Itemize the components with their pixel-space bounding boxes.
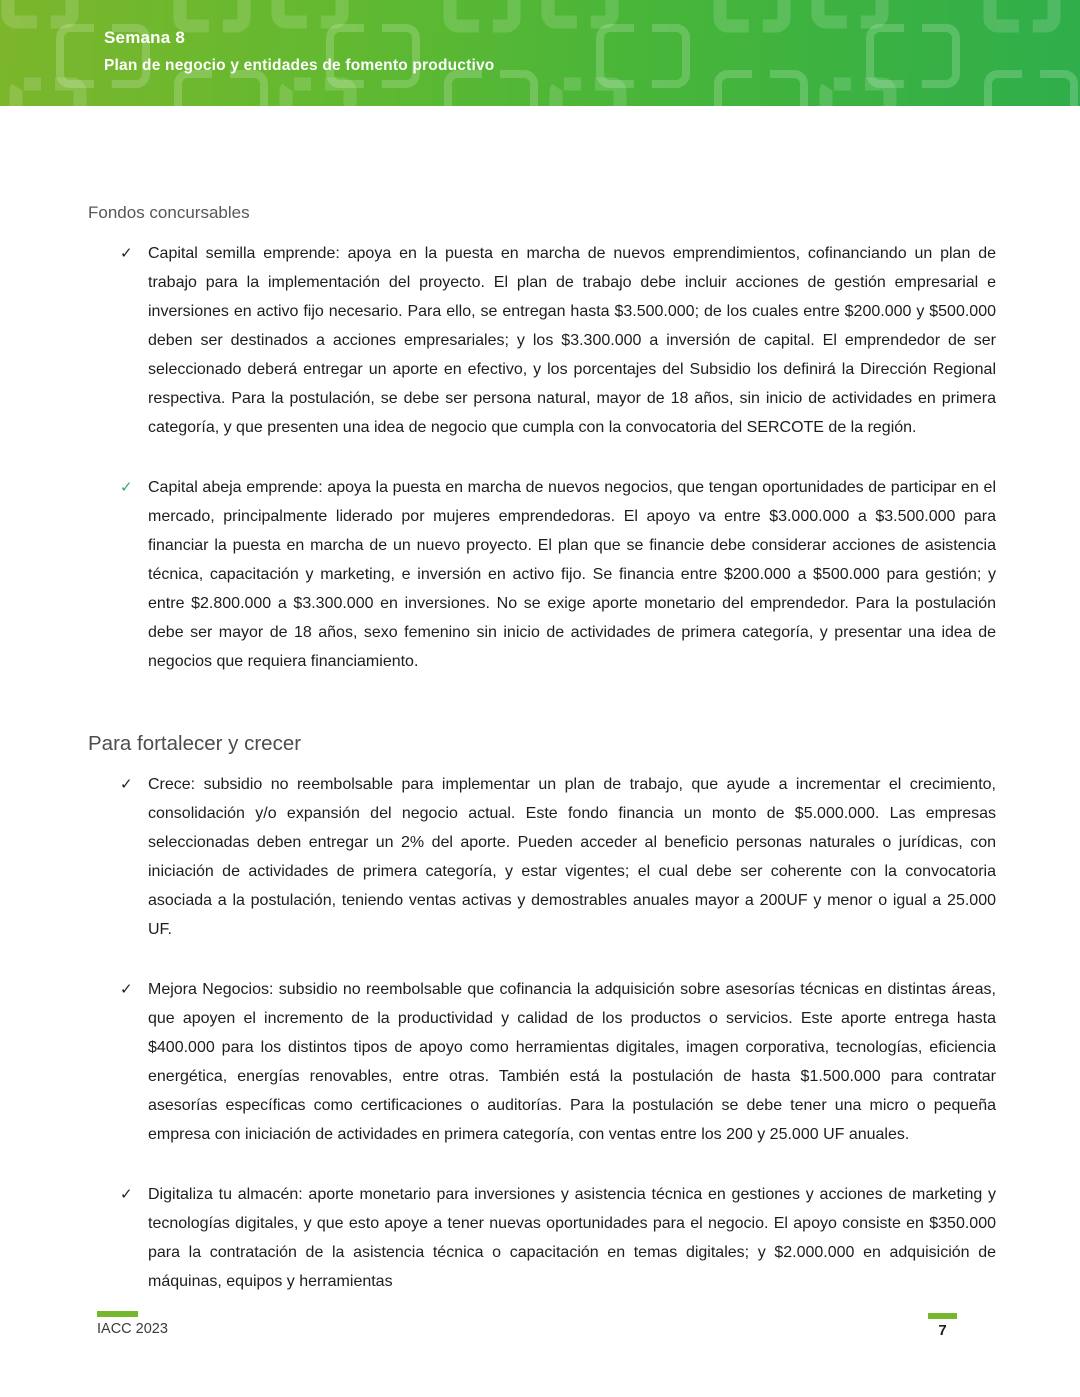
list-item-text: Digitaliza tu almacén: aporte monetario para inversiones y asistencia técnica en gestiones y acciones de marketing y tecnologías digitales, y que esto apoye a tener nuevas oportunidades para el negocio. El apoyo consiste en $350.000 para la contratación de la asistencia técnica o capacitación en temas digitales; y $2.000.000 en adquisición de máquinas, equipos y herramientas [148,1186,996,1290]
list-item-capital-semilla [88,239,996,442]
check-icon: ✓ [120,981,133,998]
list-item-crece [88,770,996,944]
header-banner [0,0,1080,106]
list-item-digitaliza-tu-almacen [88,1180,996,1296]
check-icon: ✓ [120,479,133,496]
check-icon: ✓ [120,776,133,793]
list-item-mejora-negocios [88,975,996,1149]
list-item-text: Capital abeja emprende: apoya la puesta en marcha de nuevos negocios, que tengan oportunidades de participar en el mercado, principalmente liderado por mujeres emprendedoras. El apoyo va entre $3.000.000 a $3.500.000 para financiar la puesta en marcha de un nuevo proyecto. El plan que se financie debe considerar acciones de asistencia técnica, capacitación y marketing, e inversión en activo fijo. Se financia entre $200.000 a $500.000 para gestión; y entre $2.800.000 a $3.300.000 en inversiones. No se exige aporte monetario del emprendedor. Para la postulación debe ser mayor de 18 años, sexo femenino sin inicio de actividades de primera categoría, y presentar una idea de negocios que requiera financiamiento. [148,479,996,670]
section-title-para-fortalecer-y-crecer: Para fortalecer y crecer [88,732,302,755]
footer-accent-bar [97,1311,138,1317]
list-item-text: Crece: subsidio no reembolsable para implementar un plan de trabajo, que ayude a incrementar el crecimiento, consolidación y/o expansión del negocio actual. Este fondo financia un monto de $5.000.000. Las empresas seleccionadas deben entregar un 2% del aporte. Pueden acceder al beneficio personas naturales o jurídicas, con iniciación de actividades de primera categoría, y estar vigentes; el cual debe ser coherente con la convocatoria asociada a la postulación, teniendo ventas activas y demostrables anuales mayor a 200UF y menor o igual a 25.000 UF. [148,776,996,938]
week-label: Semana 8 [104,28,185,47]
page-content [0,106,1080,1296]
list-item-text: Capital semilla emprende: apoya en la puesta en marcha de nuevos emprendimientos, cofinanciando un plan de trabajo para la implementación del proyecto. El plan de trabajo debe incluir acciones de gestión empresarial e inversiones en activo fijo necesario. Para ello, se entregan hasta $3.500.000; de los cuales entre $200.000 y $500.000 deben ser destinados a acciones empresariales; y los $3.300.000 a inversión de capital. El emprendedor de ser seleccionado deberá entregar un aporte en efectivo, y los porcentajes del Subsidio los definirá la Dirección Regional respectiva. Para la postulación, se debe ser persona natural, mayor de 18 años, sin inicio de actividades en primera categoría, y que presenten una idea de negocio que cumpla con la convocatoria del SERCOTE de la región. [148,245,996,436]
footer-brand-block [97,1311,168,1337]
list-item-text: Mejora Negocios: subsidio no reembolsable que cofinancia la adquisición sobre asesorías técnicas en distintas áreas, que apoyen el incremento de la productividad y calidad de los productos o servicios. Este aporte entrega hasta $400.000 para los distintos tipos de apoyo como herramientas digitales, imagen corporativa, tecnologías, eficiencia energética, energías renovables, entre otras. También está la postulación de hasta $1.500.000 para contratar asesorías específicas como certificaciones o auditorías. Para la postulación se debe tener una micro o pequeña empresa con iniciación de actividades en primera categoría, con ventas entre los 200 y 25.000 UF anuales. [148,981,996,1143]
document-title: Plan de negocio y entidades de fomento productivo [104,57,495,74]
check-icon: ✓ [120,245,133,262]
footer-page-block [928,1313,957,1339]
header-text-block [104,28,494,75]
page-number: 7 [938,1322,947,1339]
list-item-capital-abeja [88,473,996,676]
section-title-fondos-concursables: Fondos concursables [88,203,250,222]
check-icon: ✓ [120,1186,133,1203]
footer-accent-bar [928,1313,957,1319]
footer-brand: IACC 2023 [97,1321,168,1337]
